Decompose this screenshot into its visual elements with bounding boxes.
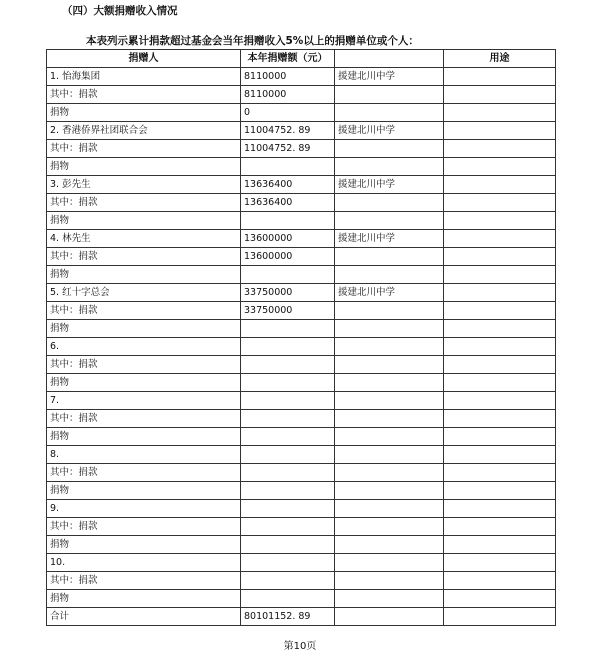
cash-purpose	[335, 194, 444, 212]
donor-amount	[241, 338, 335, 356]
goods-purpose	[335, 536, 444, 554]
donor-cash-row	[47, 356, 556, 374]
header-amount: 本年捐赠额（元）	[241, 50, 335, 68]
donor-amount	[241, 500, 335, 518]
donor-row	[47, 500, 556, 518]
cash-purpose	[335, 572, 444, 590]
goods-amount	[241, 482, 335, 500]
cash-amount: 8110000	[241, 86, 335, 104]
goods-amount	[241, 158, 335, 176]
donor-name: 8.	[47, 446, 241, 464]
cash-blank	[444, 140, 556, 158]
cash-label: 其中：捐款	[47, 410, 241, 428]
donations-table	[46, 49, 556, 626]
goods-purpose	[335, 158, 444, 176]
goods-label: 捐物	[47, 266, 241, 284]
goods-label: 捐物	[47, 104, 241, 122]
cash-purpose	[335, 302, 444, 320]
goods-blank	[444, 266, 556, 284]
donor-blank	[444, 392, 556, 410]
donor-row	[47, 122, 556, 140]
cash-purpose	[335, 248, 444, 266]
cash-purpose	[335, 410, 444, 428]
cash-amount	[241, 464, 335, 482]
goods-purpose	[335, 374, 444, 392]
cash-amount: 33750000	[241, 302, 335, 320]
donor-row	[47, 68, 556, 86]
donor-name: 10.	[47, 554, 241, 572]
donor-cash-row	[47, 410, 556, 428]
donor-goods-row	[47, 536, 556, 554]
cash-blank	[444, 518, 556, 536]
goods-blank	[444, 536, 556, 554]
donor-purpose	[335, 446, 444, 464]
donor-amount: 8110000	[241, 68, 335, 86]
donor-purpose: 援建北川中学	[335, 122, 444, 140]
goods-label: 捐物	[47, 536, 241, 554]
donor-cash-row	[47, 194, 556, 212]
cash-blank	[444, 464, 556, 482]
cash-blank	[444, 356, 556, 374]
cash-amount: 13636400	[241, 194, 335, 212]
goods-blank	[444, 482, 556, 500]
table-header-row	[47, 50, 556, 68]
cash-blank	[444, 410, 556, 428]
donor-cash-row	[47, 86, 556, 104]
donor-amount: 13600000	[241, 230, 335, 248]
donor-row	[47, 230, 556, 248]
donor-row	[47, 446, 556, 464]
donor-goods-row	[47, 320, 556, 338]
total-amount: 80101152. 89	[241, 608, 335, 626]
donor-name: 2. 香港侨界社团联合会	[47, 122, 241, 140]
total-row	[47, 608, 556, 626]
donor-cash-row	[47, 572, 556, 590]
total-label: 合计	[47, 608, 241, 626]
goods-purpose	[335, 428, 444, 446]
goods-amount	[241, 428, 335, 446]
goods-purpose	[335, 212, 444, 230]
total-purpose	[335, 608, 444, 626]
donor-blank	[444, 68, 556, 86]
goods-amount	[241, 374, 335, 392]
goods-blank	[444, 590, 556, 608]
cash-label: 其中：捐款	[47, 572, 241, 590]
donor-amount: 11004752. 89	[241, 122, 335, 140]
donor-row	[47, 338, 556, 356]
donor-purpose	[335, 554, 444, 572]
goods-purpose	[335, 104, 444, 122]
cash-label: 其中：捐款	[47, 518, 241, 536]
donor-name: 1. 怡海集团	[47, 68, 241, 86]
cash-purpose	[335, 464, 444, 482]
total-blank	[444, 608, 556, 626]
goods-label: 捐物	[47, 320, 241, 338]
donor-name: 4. 林先生	[47, 230, 241, 248]
cash-purpose	[335, 356, 444, 374]
goods-label: 捐物	[47, 158, 241, 176]
donor-blank	[444, 554, 556, 572]
donor-row	[47, 176, 556, 194]
donor-name: 7.	[47, 392, 241, 410]
donor-blank	[444, 176, 556, 194]
goods-label: 捐物	[47, 590, 241, 608]
donor-blank	[444, 338, 556, 356]
cash-amount	[241, 518, 335, 536]
page-number: 第10页	[283, 641, 317, 652]
donor-blank	[444, 446, 556, 464]
cash-blank	[444, 194, 556, 212]
goods-blank	[444, 212, 556, 230]
goods-label: 捐物	[47, 428, 241, 446]
donor-goods-row	[47, 428, 556, 446]
cash-blank	[444, 248, 556, 266]
donor-amount	[241, 446, 335, 464]
cash-label: 其中：捐款	[47, 140, 241, 158]
cash-label: 其中：捐款	[47, 302, 241, 320]
donor-name: 6.	[47, 338, 241, 356]
cash-label: 其中：捐款	[47, 194, 241, 212]
cash-amount	[241, 410, 335, 428]
goods-label: 捐物	[47, 482, 241, 500]
donor-purpose: 援建北川中学	[335, 176, 444, 194]
cash-blank	[444, 302, 556, 320]
goods-amount	[241, 266, 335, 284]
goods-amount: 0	[241, 104, 335, 122]
cash-amount: 11004752. 89	[241, 140, 335, 158]
donor-goods-row	[47, 158, 556, 176]
donor-purpose: 援建北川中学	[335, 230, 444, 248]
goods-purpose	[335, 590, 444, 608]
donor-blank	[444, 230, 556, 248]
donor-name: 3. 彭先生	[47, 176, 241, 194]
donor-cash-row	[47, 464, 556, 482]
donor-cash-row	[47, 140, 556, 158]
donor-goods-row	[47, 590, 556, 608]
goods-purpose	[335, 266, 444, 284]
donor-name: 5. 红十字总会	[47, 284, 241, 302]
goods-blank	[444, 428, 556, 446]
donor-purpose	[335, 338, 444, 356]
goods-blank	[444, 374, 556, 392]
cash-label: 其中：捐款	[47, 248, 241, 266]
cash-label: 其中：捐款	[47, 86, 241, 104]
donor-goods-row	[47, 266, 556, 284]
donor-purpose	[335, 392, 444, 410]
cash-amount	[241, 356, 335, 374]
goods-label: 捐物	[47, 374, 241, 392]
cash-blank	[444, 572, 556, 590]
goods-blank	[444, 104, 556, 122]
donor-blank	[444, 122, 556, 140]
cash-amount: 13600000	[241, 248, 335, 266]
donor-cash-row	[47, 302, 556, 320]
donor-row	[47, 554, 556, 572]
goods-blank	[444, 320, 556, 338]
goods-purpose	[335, 320, 444, 338]
donor-blank	[444, 500, 556, 518]
goods-amount	[241, 320, 335, 338]
goods-amount	[241, 590, 335, 608]
cash-label: 其中：捐款	[47, 356, 241, 374]
table-description: 本表列示累计捐款超过基金会当年捐赠收入5%以上的捐赠单位或个人：	[86, 35, 419, 47]
donor-row	[47, 284, 556, 302]
cash-label: 其中：捐款	[47, 464, 241, 482]
goods-label: 捐物	[47, 212, 241, 230]
section-heading: （四）大额捐赠收入情况	[62, 5, 178, 17]
donor-amount: 13636400	[241, 176, 335, 194]
donor-amount	[241, 392, 335, 410]
donor-purpose: 援建北川中学	[335, 284, 444, 302]
cash-purpose	[335, 518, 444, 536]
goods-blank	[444, 158, 556, 176]
cash-purpose	[335, 86, 444, 104]
header-blank	[335, 50, 444, 68]
donor-purpose: 援建北川中学	[335, 68, 444, 86]
cash-amount	[241, 572, 335, 590]
cash-purpose	[335, 140, 444, 158]
goods-purpose	[335, 482, 444, 500]
donor-cash-row	[47, 518, 556, 536]
donor-blank	[444, 284, 556, 302]
header-purpose: 用途	[444, 50, 556, 68]
donor-name: 9.	[47, 500, 241, 518]
goods-amount	[241, 212, 335, 230]
header-donor: 捐赠人	[47, 50, 241, 68]
cash-blank	[444, 86, 556, 104]
donor-goods-row	[47, 212, 556, 230]
donor-cash-row	[47, 248, 556, 266]
donor-goods-row	[47, 482, 556, 500]
donor-amount	[241, 554, 335, 572]
donor-goods-row	[47, 374, 556, 392]
donor-purpose	[335, 500, 444, 518]
donor-goods-row	[47, 104, 556, 122]
goods-amount	[241, 536, 335, 554]
donor-amount: 33750000	[241, 284, 335, 302]
donor-row	[47, 392, 556, 410]
